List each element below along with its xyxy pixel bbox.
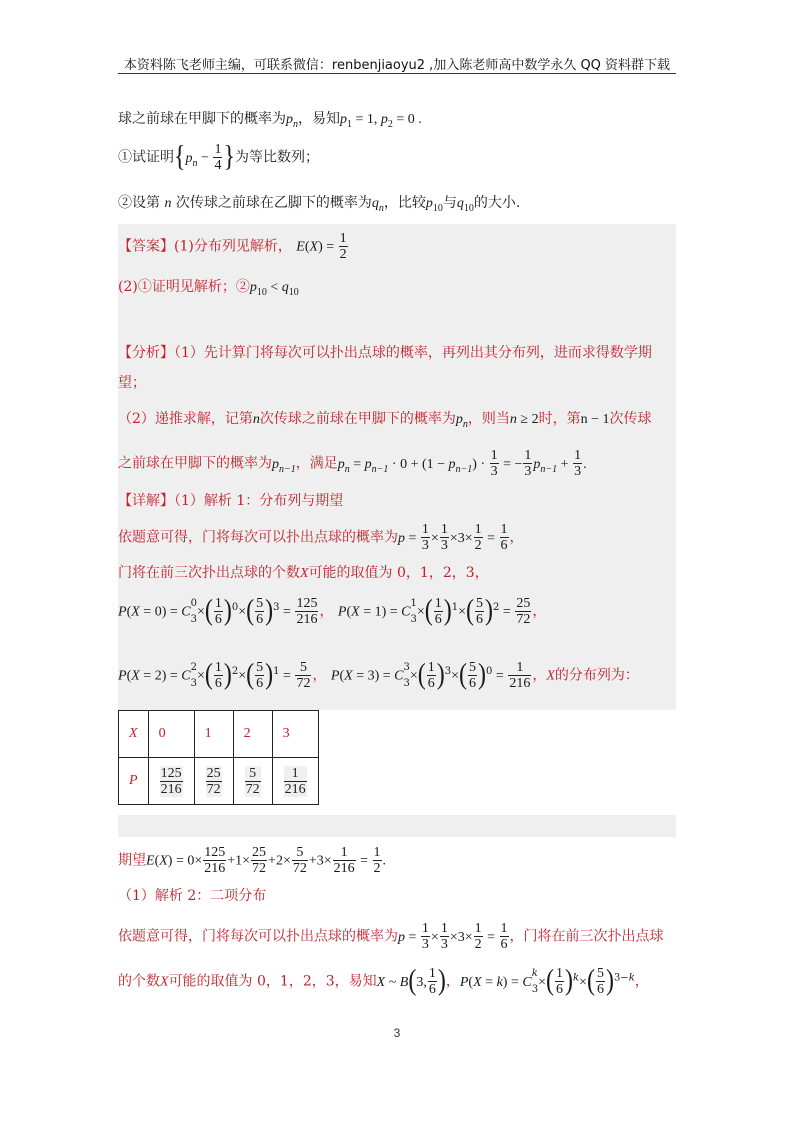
prob-line-1: $P(X = 0) = C^0$ $_3$×( $\frac{1}{6}$ )$^0$×( $\frac{5}{6}$ )$^3$ = $\frac{125}{216}$ ， $P(X = 1) = C^1$ $_3$×( $\frac{1}{6}$ )$^1$×( $\frac{5}{6}$ )$^2$ = $\frac{25}{72}$ ，: [118, 594, 547, 628]
prob-line-2: $P(X = 2) = C^2$ $_3$×( $\frac{1}{6}$ )$^2$×( $\frac{5}{6}$ )$^1$ = $\frac{5}{72}$ ， $P(X = 3) = C^3$ $_3$×( $\frac{1}{6}$ )$^3$×( $\frac{5}{6}$ )$^0$ = $\frac{1}{216}$ ，X的分布列为：: [118, 658, 639, 692]
question-1: ①试证明{$p_n$ − $\frac{1}{4}$ }为等比数列；: [118, 140, 319, 174]
header-rule: [118, 73, 676, 74]
table-cell: X: [119, 711, 149, 758]
page-number: 3: [393, 1026, 401, 1040]
analysis-line-1: 【分析】（1）先计算门将每次可以扑出点球的概率，再列出其分布列，进而求得数学期: [118, 345, 652, 361]
detail-line-2: 门将在前三次扑出点球的个数X可能的取值为 0，1，2，3，: [118, 565, 489, 581]
table-cell: 2: [233, 711, 272, 758]
solution-shade-2: [118, 815, 676, 837]
detail-line-5: 依题意可得，门将每次可以扑出点球的概率为p = $\frac{1}{3}$ × $\frac{1}{3}$ ×3× $\frac{1}{2}$ = $\frac{1}{6}$ ，门将在前三次扑出点球: [118, 921, 664, 952]
analysis-line-2: 望；: [118, 375, 146, 391]
table-cell: P: [119, 758, 149, 805]
analysis-line-3: （2）递推求解，记第n次传球之前球在甲脚下的概率为$p_n$，则当n ≥ 2时，第n − 1次传球: [118, 411, 652, 430]
table-cell: 1: [194, 711, 233, 758]
answer-line-2: (2)①证明见解析；$②p_{10} < q_{10}$: [118, 279, 299, 298]
table-cell: 0: [148, 711, 194, 758]
table-row: [119, 711, 319, 758]
detail-line-6: 的个数X可能的取值为 0，1，2，3，易知X ~ B(3, $\frac{1}{6}$ )，$P(X = k) = C^k$ $_3$×( $\frac{1}{6}$ )$^k$×( $\frac{5}{6}$ )$^{3-k}$，: [118, 964, 649, 998]
expectation-line: 期望E(X) = 0× $\frac{125}{216}$ +1× $\frac{25}{72}$ +2× $\frac{5}{72}$ +3× $\frac{1}{216}$ = $\frac{1}{2}$ .: [118, 845, 387, 876]
table-cell: $\frac{5}{72}$: [233, 758, 272, 805]
intro-line-1: 球之前球在甲脚下的概率为$p_n$，易知$p_1 = 1$, $p_2 = 0$ .: [118, 111, 422, 130]
table-cell: $\frac{25}{72}$: [194, 758, 233, 805]
table-cell: 3: [272, 711, 318, 758]
table-row: [119, 758, 319, 805]
detail-line-1: 依题意可得，门将每次可以扑出点球的概率为p = $\frac{1}{3}$ × $\frac{1}{3}$ ×3× $\frac{1}{2}$ = $\frac{1}{6}$ ，: [118, 522, 524, 553]
question-2: ②设第 n 次传球之前球在乙脚下的概率为$q_n$，比较$p_{10}$与$q_{10}$的大小.: [118, 195, 521, 214]
detail-title-2: （1）解析 2：二项分布: [118, 888, 267, 904]
table-cell: $\frac{125}{216}$: [148, 758, 194, 805]
detail-title-1: 【详解】（1）解析 1：分布列与期望: [118, 493, 344, 509]
answer-line-1: 【答案】(1)分布列见解析， E(X) = $\frac{1}{2}$: [118, 231, 347, 262]
distribution-table: [118, 710, 319, 805]
page-header: 本资料陈飞老师主编，可联系微信：renbenjiaoyu2 ,加入陈老师高中数学永久 QQ 资料群下载: [123, 58, 671, 73]
table-cell: $\frac{1}{216}$: [272, 758, 318, 805]
analysis-line-4: 之前球在甲脚下的概率为$p_{n-1}$，满足$p_n = p_{n-1} \cdot 0 + (1 - p_{n-1})$ · $\frac{1}{3}$ = − $\frac{1}{3}$ $p_{n-1}$ + $\frac{1}{3}$ .: [118, 448, 587, 479]
